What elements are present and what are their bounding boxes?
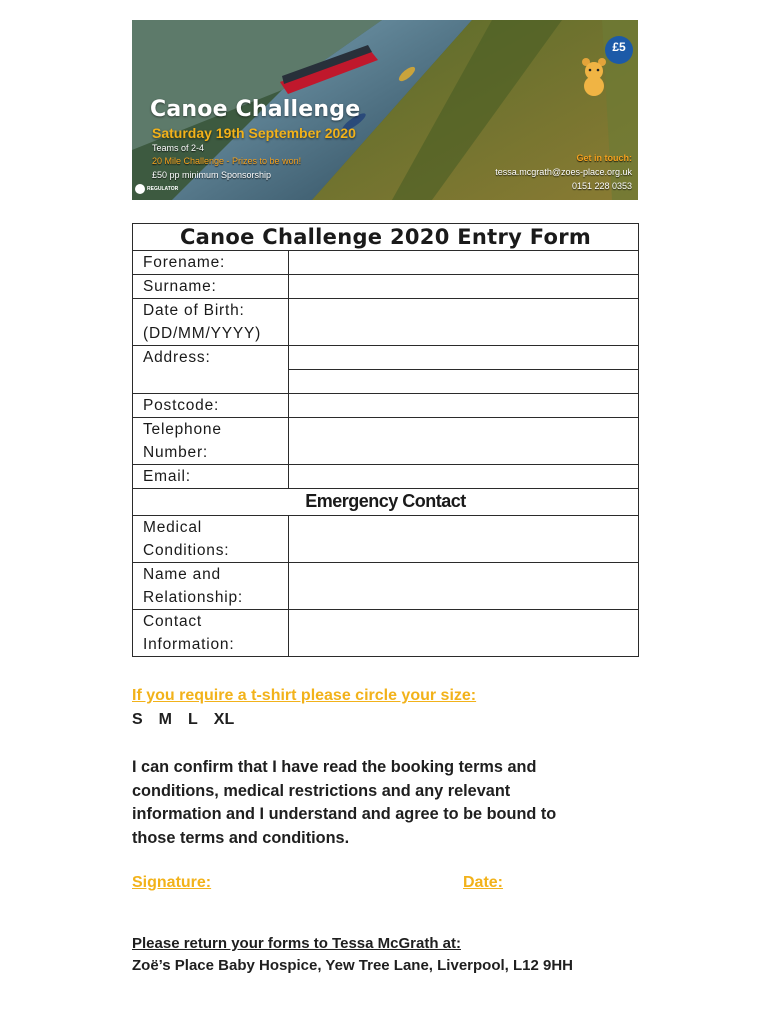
banner-title: Canoe Challenge <box>150 97 361 122</box>
signature-label: Signature: <box>132 874 212 891</box>
postcode-field[interactable] <box>289 394 639 418</box>
banner-challenge: 20 Mile Challenge - Prizes to be won! <box>152 156 302 166</box>
surname-field[interactable] <box>289 275 639 299</box>
size-option[interactable]: S <box>132 711 143 728</box>
entry-form <box>132 223 639 657</box>
emergency-contact-label: Contact Information: <box>133 610 289 657</box>
address-field-line-1[interactable] <box>289 346 639 370</box>
return-heading: Please return your forms to Tessa McGrath at: <box>132 935 461 952</box>
confirmation-statement: I can confirm that I have read the booking terms and conditions, medical restrictions and any relevant information and I understand and agree to be bound to those terms and conditions. <box>132 758 557 847</box>
banner-contact-heading: Get in touch: <box>576 153 632 163</box>
size-option[interactable]: L <box>188 711 198 728</box>
forename-field[interactable] <box>289 251 639 275</box>
address-field-line-2[interactable] <box>289 370 639 394</box>
medical-conditions-field[interactable] <box>289 516 639 563</box>
dob-label: Date of Birth: (DD/MM/YYYY) <box>133 299 289 346</box>
banner-teams: Teams of 2-4 <box>152 143 205 153</box>
emergency-contact-heading: Emergency Contact <box>133 489 639 516</box>
regulator-logo: REGULATOR <box>135 184 178 194</box>
telephone-label: Telephone Number: <box>133 418 289 465</box>
emergency-name-field[interactable] <box>289 563 639 610</box>
regulator-icon <box>135 184 145 194</box>
banner-email: tessa.mcgrath@zoes-place.org.uk <box>495 167 632 177</box>
date-label: Date: <box>463 874 504 891</box>
banner-date: Saturday 19th September 2020 <box>152 125 356 141</box>
postcode-label: Postcode: <box>133 394 289 418</box>
telephone-field[interactable] <box>289 418 639 465</box>
tshirt-sizes <box>132 711 652 729</box>
event-banner <box>132 20 638 200</box>
address-label: Address: <box>133 346 289 394</box>
price-badge-text: £5 <box>612 40 626 54</box>
banner-sponsorship: £50 pp minimum Sponsorship <box>152 170 272 180</box>
tshirt-prompt: If you require a t-shirt please circle your size: <box>132 687 477 704</box>
form-title: Canoe Challenge 2020 Entry Form <box>133 224 639 251</box>
size-option[interactable]: M <box>158 711 172 728</box>
surname-label: Surname: <box>133 275 289 299</box>
email-label: Email: <box>133 465 289 489</box>
email-field[interactable] <box>289 465 639 489</box>
dob-field[interactable] <box>289 299 639 346</box>
medical-conditions-label: Medical Conditions: <box>133 516 289 563</box>
forename-label: Forename: <box>133 251 289 275</box>
emergency-name-label: Name and Relationship: <box>133 563 289 610</box>
banner-phone: 0151 228 0353 <box>571 181 632 191</box>
size-option[interactable]: XL <box>213 711 235 728</box>
emergency-contact-field[interactable] <box>289 610 639 657</box>
return-address: Zoë’s Place Baby Hospice, Yew Tree Lane, Liverpool, L12 9HH <box>132 957 574 974</box>
